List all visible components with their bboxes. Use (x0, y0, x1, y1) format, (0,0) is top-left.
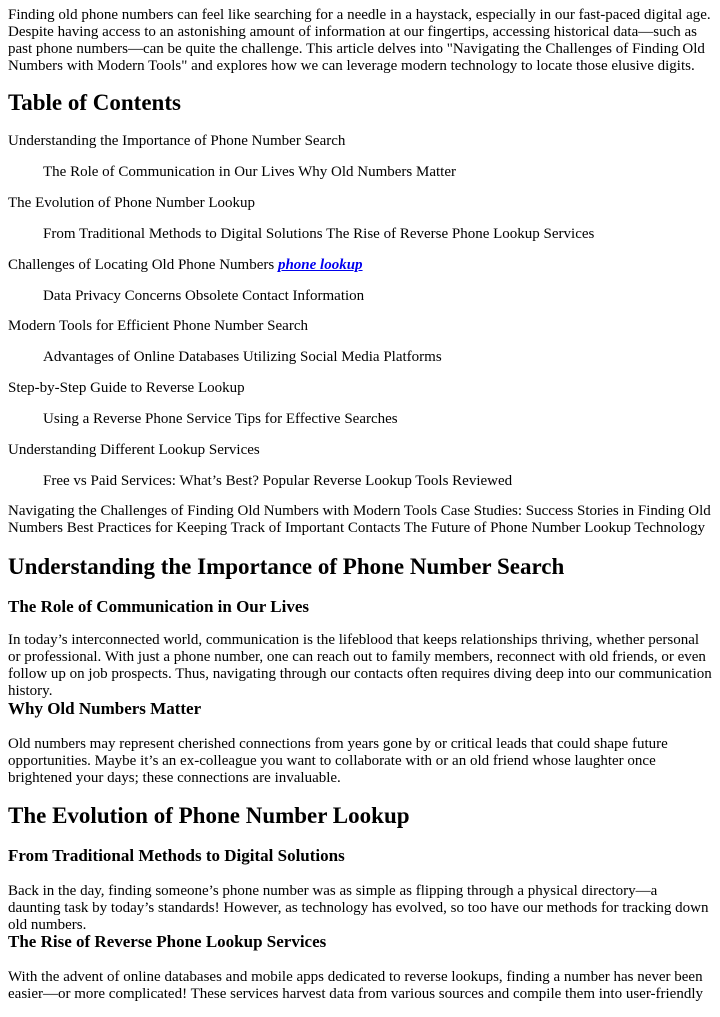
section-heading: The Evolution of Phone Number Lookup (8, 803, 410, 828)
toc-item[interactable] (8, 318, 308, 335)
toc-item-label[interactable]: Challenges of Locating Old Phone Numbers (8, 257, 275, 273)
subsection-heading: The Rise of Reverse Phone Lookup Services (8, 932, 327, 951)
subsection-heading: The Role of Communication in Our Lives (8, 597, 309, 616)
toc-subitem[interactable] (43, 411, 398, 428)
toc-item-label[interactable]: Understanding the Importance of Phone Number Search (8, 133, 346, 149)
toc-subitem[interactable] (43, 164, 456, 181)
toc-subitem[interactable] (43, 226, 594, 243)
toc-item-label[interactable]: Understanding Different Lookup Services (8, 442, 260, 458)
toc-item[interactable] (8, 195, 255, 212)
toc-subitem[interactable] (43, 349, 442, 366)
phone-lookup-link[interactable]: phone lookup (277, 257, 363, 273)
subsection-heading: From Traditional Methods to Digital Solutions (8, 846, 345, 865)
toc-item-label[interactable]: Free vs Paid Services: What’s Best? Popular Reverse Lookup Tools Reviewed (43, 473, 513, 489)
section-paragraph: Back in the day, finding someone’s phone number was as simple as flipping through a physical directory—a daunting task by today’s standards! However, as technology has evolved, so too have our methods for tracking down old numbers. (8, 883, 709, 933)
toc-item-label[interactable]: Data Privacy Concerns Obsolete Contact Information (43, 288, 365, 304)
section-paragraph: With the advent of online databases and mobile apps dedicated to reverse lookups, finding a number has never been easier—or more complicated! These services harvest data from various sources and compile them into user-friendly (8, 969, 704, 1002)
toc-item-label[interactable]: Advantages of Online Databases Utilizing Social Media Platforms (43, 349, 442, 365)
toc-item[interactable] (8, 133, 345, 150)
section-paragraph: Old numbers may represent cherished connections from years gone by or critical leads that could shape future opportunities. Maybe it’s an ex-colleague you want to collaborate with or an old friend whose laughter once brightened your days; these connections are invaluable. (8, 736, 668, 786)
toc-item[interactable] (8, 380, 245, 397)
toc-item[interactable] (8, 442, 260, 459)
subsection-heading: Why Old Numbers Matter (8, 699, 202, 718)
toc-item-label[interactable]: The Role of Communication in Our Lives Why Old Numbers Matter (43, 164, 456, 180)
toc-item-label[interactable]: Using a Reverse Phone Service Tips for Effective Searches (43, 411, 398, 427)
toc-heading: Table of Contents (8, 90, 181, 115)
toc-item-label[interactable]: From Traditional Methods to Digital Solutions The Rise of Reverse Phone Lookup Services (43, 226, 595, 242)
section-paragraph: In today’s interconnected world, communication is the lifeblood that keeps relationships thriving, whether personal or professional. With just a phone number, one can reach out to family members, reconnect with old friends, or even follow up on job prospects. Thus, navigating through our contacts often requires diving deep into our communication history. (8, 632, 712, 699)
toc-item-label[interactable]: Modern Tools for Efficient Phone Number Search (8, 318, 308, 334)
intro-paragraph: Finding old phone numbers can feel like searching for a needle in a haystack, especially in our fast-paced digital age. Despite having access to an astonishing amount of information at our fingertips, accessing historical data—such as past phone numbers—can be quite the challenge. This article delves into "Navigating the Challenges of Finding Old Numbers with Modern Tools" and explores how we can leverage modern technology to locate those elusive digits. (8, 7, 711, 74)
toc-tail-text[interactable]: Navigating the Challenges of Finding Old Numbers with Modern Tools Case Studies: Success Stories in Finding Old Numbers Best Practices for Keeping Track of Important Contacts The Future of Phone Number Lookup Technology (8, 503, 711, 536)
toc-item[interactable] (8, 257, 363, 274)
toc-item-label[interactable]: Step-by-Step Guide to Reverse Lookup (8, 380, 245, 396)
toc-subitem[interactable] (43, 473, 512, 490)
section-heading: Understanding the Importance of Phone Number Search (8, 554, 565, 579)
toc-subitem[interactable] (43, 288, 364, 305)
toc-item-label[interactable]: The Evolution of Phone Number Lookup (8, 195, 256, 211)
